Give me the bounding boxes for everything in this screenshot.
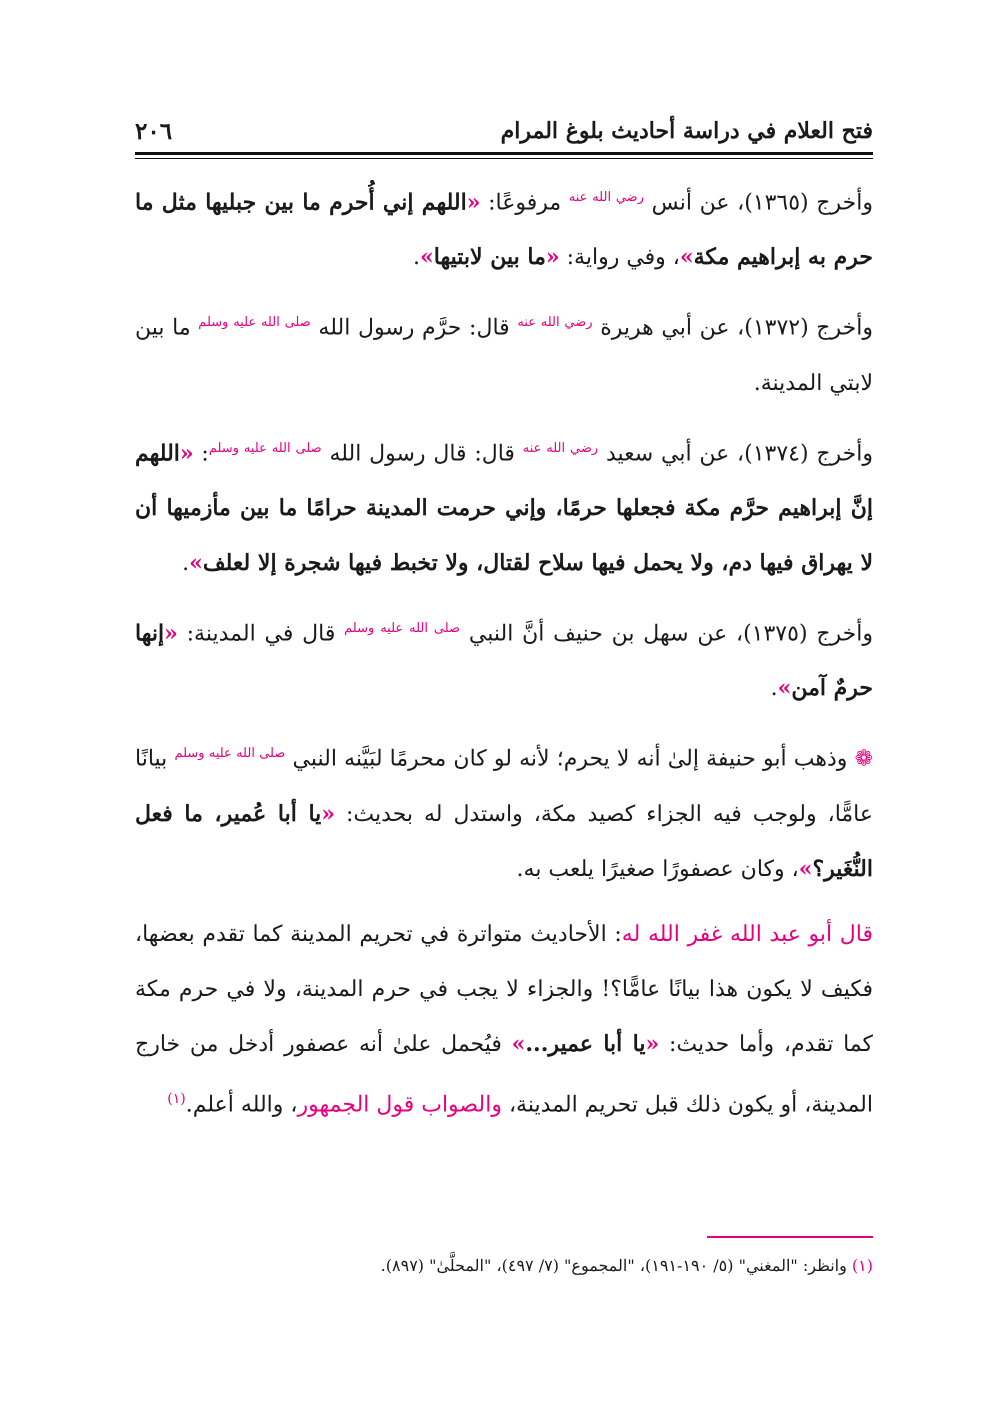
quote-open-mark: « <box>164 620 178 647</box>
text-run: قال: قال رسول الله <box>321 440 523 466</box>
page-number: ٢٠٦ <box>135 118 173 145</box>
hadith-quote: إنها حرمٌ آمن <box>135 620 873 702</box>
text-run: ما بين لابتي المدينة. <box>135 315 873 396</box>
honorific-ligature: رضي الله عنه <box>517 315 593 331</box>
honorific-ligature: رضي الله عنه <box>568 190 644 205</box>
text-run: . <box>182 550 190 576</box>
text-run: : الأحاديث متواترة في تحريم المدينة كما تقدم بعضها، فكيف لا يكون هذا بيانًا عامًّا؟! والجزاء لا يجب في حرم المدينة، ولا في حرم مكة كما تقدم، وأما حديث: <box>135 921 874 1057</box>
paragraph-hadith-1375 <box>135 601 873 716</box>
text-run: وأخرج (١٣٦٥)، عن أنس <box>644 190 873 216</box>
footnote-reference[interactable]: (١) <box>167 1090 186 1107</box>
quote-open-mark: « <box>179 439 194 466</box>
main-text <box>135 170 873 1142</box>
quote-open-mark: « <box>466 189 481 216</box>
quote-close-mark: » <box>420 244 434 271</box>
honorific-ligature: صلى الله عليه وسلم <box>174 746 286 762</box>
footnote-separator <box>707 1236 873 1238</box>
header-rule-thin <box>135 158 873 159</box>
paragraph-author-comment <box>135 907 873 1132</box>
text-run: وأخرج (١٣٧٥)، عن سهل بن حنيف أنَّ النبي <box>460 621 873 647</box>
book-title: فتح العلام في دراسة أحاديث بلوغ المرام <box>500 118 873 144</box>
honorific-ligature: صلى الله عليه وسلم <box>344 620 461 636</box>
paragraph-hadith-1374 <box>135 421 873 591</box>
footnote-number: (١) <box>851 1256 873 1275</box>
quote-close-mark: » <box>798 855 813 882</box>
honorific-ligature: صلى الله عليه وسلم <box>198 315 311 331</box>
paragraph-abu-hanifa <box>135 726 873 896</box>
hadith-quote: يا أبا عُمير، ما فعل النُّغَير؟ <box>135 800 873 882</box>
verdict-highlight: والصواب قول الجمهور <box>297 1091 502 1117</box>
footnote <box>135 1252 873 1280</box>
text-run: قال: حرَّم رسول الله <box>310 315 518 341</box>
flower-bullet-icon: ❁ <box>854 746 873 772</box>
hadith-quote: ما بين لابتيها <box>433 244 546 271</box>
text-run: ، والله أعلم. <box>185 1091 298 1117</box>
header-rule-thick <box>135 152 873 155</box>
text-run: ، وفي رواية: <box>559 245 680 271</box>
quote-open-mark: « <box>321 800 336 827</box>
quote-close-mark: » <box>679 244 694 271</box>
hadith-quote: اللهم إنَّ إبراهيم حرَّم مكة فجعلها حرمًا، وإني حرمت المدينة حرامًا ما بين مأزميها أن لا يهراق فيها دم، ولا يحمل فيها سلاح لقتال، ولا تخبط فيها شجرة إلا لعلف <box>135 439 873 576</box>
quote-open-mark: « <box>645 1030 660 1057</box>
text-run: بيانًا عامًّا، ولوجب فيه الجزاء كصيد مكة، واستدل له بحديث: <box>135 746 874 827</box>
footnote-text: وانظر: "المغني" (٥/ ١٩٠-١٩١)، "المجموع" (٧/ ٤٩٧)، "المحلَّىٰ" (٨٩٧). <box>380 1256 852 1275</box>
paragraph-hadith-1365 <box>135 170 873 285</box>
quote-open-mark: « <box>545 244 560 271</box>
text-run: وأخرج (١٣٧٢)، عن أبي هريرة <box>592 315 873 341</box>
paragraph-hadith-1372 <box>135 295 873 410</box>
page-header <box>135 112 873 152</box>
quote-close-mark: » <box>189 549 203 576</box>
hadith-quote: يا أبا عمير... <box>525 1030 646 1057</box>
text-run: . <box>770 676 778 702</box>
text-run: : <box>193 440 209 466</box>
text-run: وذهب أبو حنيفة إلىٰ أنه لا يحرم؛ لأنه لو كان محرمًا لبَيَّنه النبي <box>285 746 855 772</box>
hadith-quote: اللهم إني أُحرم ما بين جبليها مثل ما حرم به إبراهيم مكة <box>135 189 873 271</box>
text-run: ، وكان عصفورًا صغيرًا يلعب به. <box>516 856 799 882</box>
honorific-ligature: رضي الله عنه <box>522 440 599 456</box>
text-run: مرفوعًا: <box>480 190 569 216</box>
text-run: . <box>413 245 421 271</box>
text-run: وأخرج (١٣٧٤)، عن أبي سعيد <box>598 440 873 466</box>
quote-close-mark: » <box>511 1030 526 1057</box>
text-run: فيُحمل علىٰ أنه عصفور أدخل من خارج المدينة، أو يكون ذلك قبل تحريم المدينة، <box>135 1031 873 1117</box>
quote-close-mark: » <box>777 675 792 702</box>
author-attribution: قال أبو عبد الله غفر الله له <box>621 921 874 947</box>
text-run: قال في المدينة: <box>177 621 345 647</box>
honorific-ligature: صلى الله عليه وسلم <box>208 440 322 456</box>
